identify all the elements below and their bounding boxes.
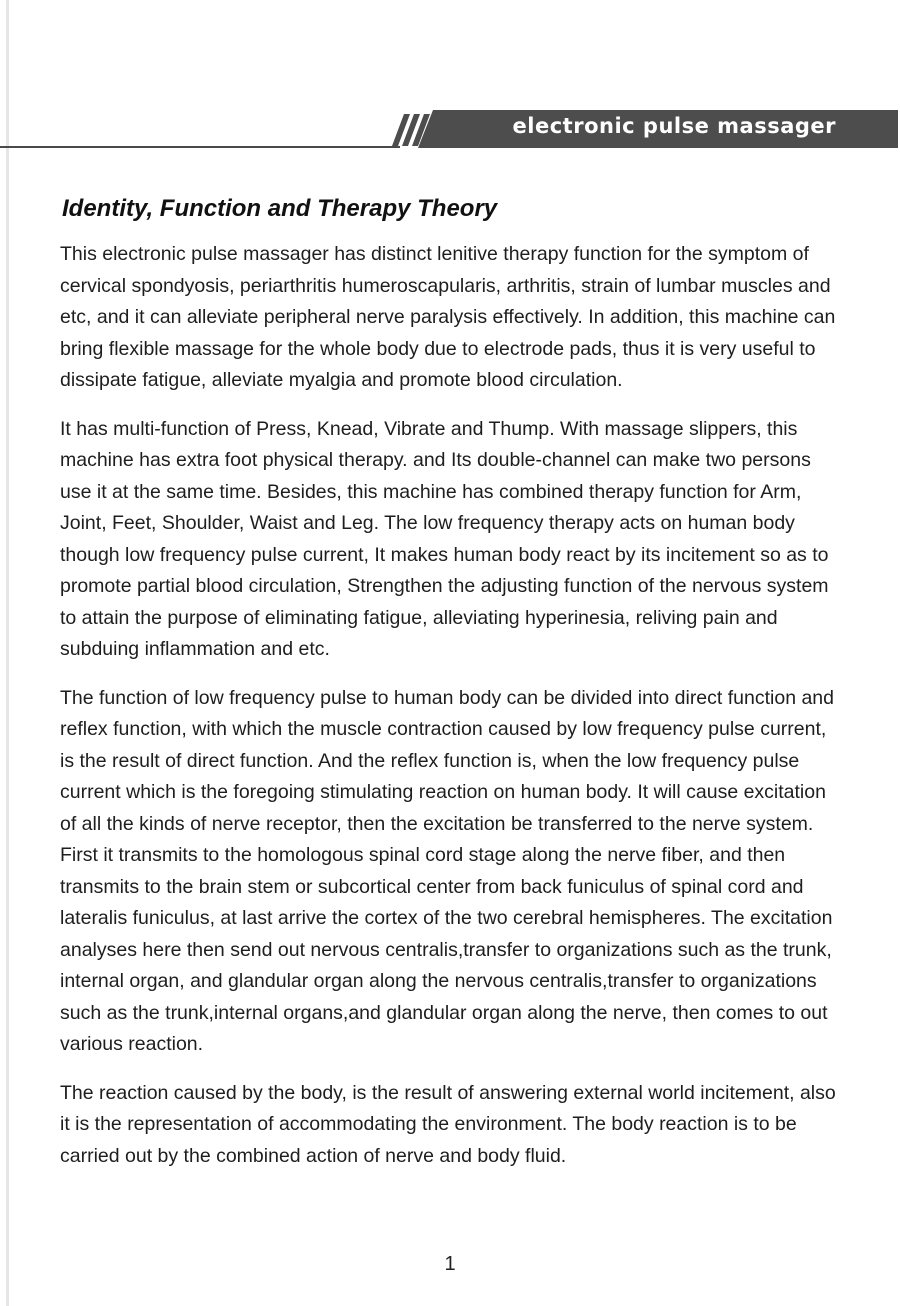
page-edge bbox=[6, 0, 9, 1306]
paragraph-4: The reaction caused by the body, is the result of answering external world incitement, also it is the representation of accommodating the environment. The body reaction is to be carried out by the combined action of nerve and body fluid. bbox=[60, 1081, 836, 1167]
section-heading: Identity, Function and Therapy Theory bbox=[62, 195, 498, 222]
header-title: electronic pulse massager bbox=[512, 114, 836, 138]
paragraph-2: It has multi-function of Press, Knead, Vibrate and Thump. With massage slippers, this machine has extra foot physical therapy. and Its double-channel can make two persons use it at the same time. Besides, this machine has combined therapy function for Arm, Joint, Feet, Shoulder, Waist and Leg. The low frequency therapy acts on human body though low frequency pulse current, It makes human body react by its incitement so as to promote partial blood circulation, Strengthen the adjusting function of the nervous system to attain the purpose of eliminating fatigue, alleviating hyperinesia, reliving pain and subduing inflammation and etc. bbox=[60, 417, 829, 660]
paragraph-3: The function of low frequency pulse to human body can be divided into direct function and reflex function, with which the muscle contraction caused by low frequency pulse current, is the result of direct function. And the reflex function is, when the low frequency pulse current which is the foregoing stimulating reaction on human body. It will cause excitation of all the kinds of nerve receptor, then the excitation be transferred to the nerve system. First it transmits to the homologous spinal cord stage along the nerve fiber, and then transmits to the brain stem or subcortical center from back funiculus of spinal cord and lateralis funiculus, at last arrive the cortex of the two cerebral hemispheres. The excitation analyses here then send out nervous centralis,transfer to organizations such as the trunk, internal organ, and glandular organ along the nervous centralis,transfer to organizations such as the trunk,internal organs,and glandular organ along the nerve, then comes to out various reaction. bbox=[60, 686, 834, 1055]
main-content bbox=[60, 195, 842, 1189]
paragraph-1: This electronic pulse massager has distinct lenitive therapy function for the symptom of cervical spondyosis, periarthritis humeroscapularis, arthritis, strain of lumbar muscles and etc, and it can alleviate peripheral nerve paralysis effectively. In addition, this machine can bring flexible massage for the whole body due to electrode pads, thus it is very useful to dissipate fatigue, alleviate myalgia and promote blood circulation. bbox=[60, 243, 836, 391]
page-number: 1 bbox=[444, 1253, 456, 1275]
